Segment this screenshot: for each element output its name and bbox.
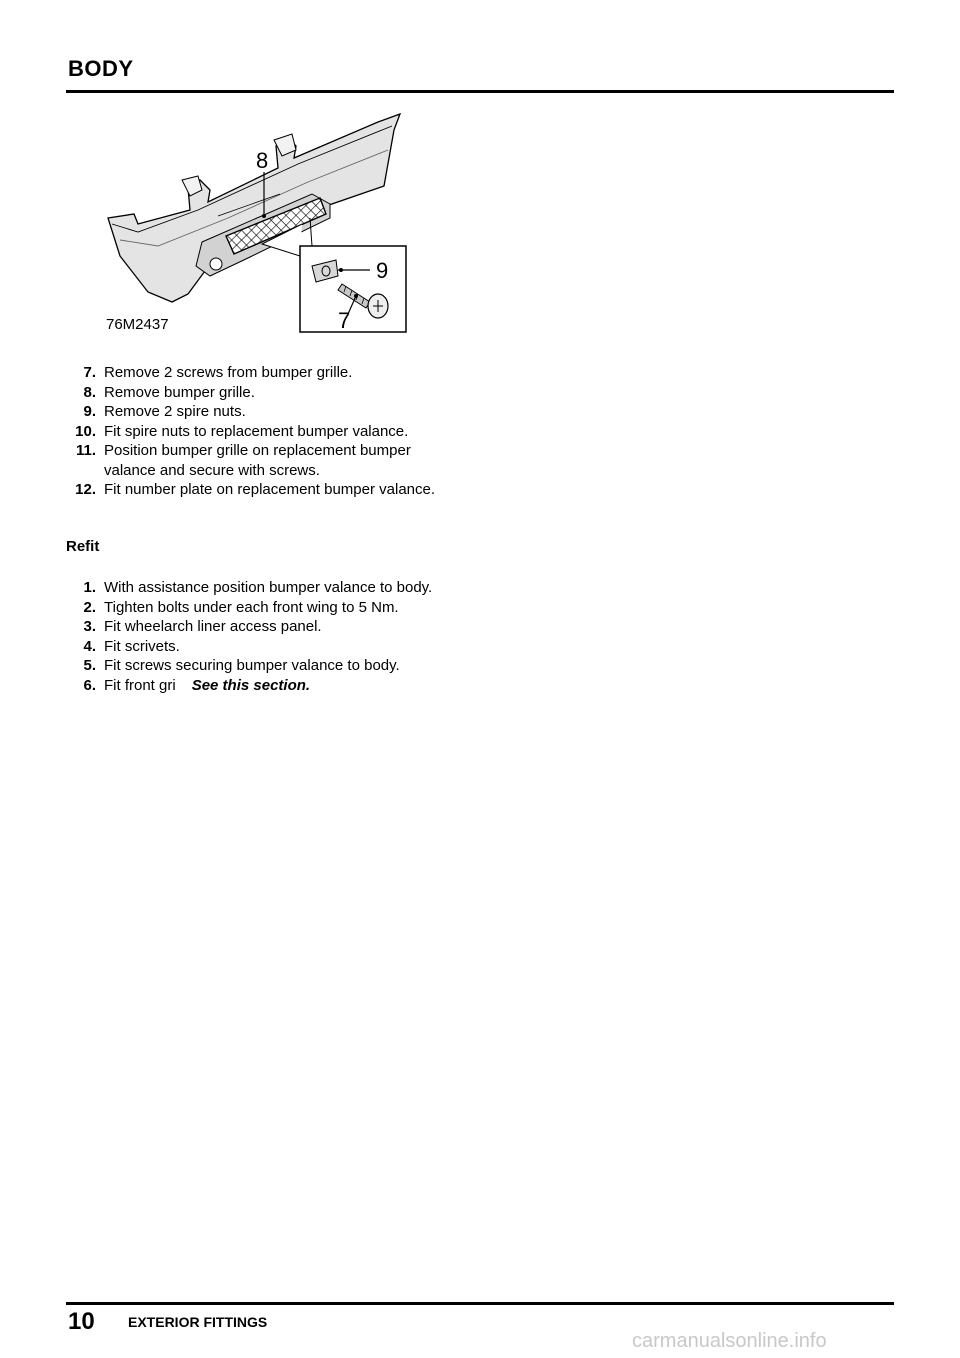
list-item xyxy=(64,578,444,598)
callout-9-label: 9 xyxy=(376,258,389,283)
page-number: 10 xyxy=(68,1308,95,1335)
step-number: 8. xyxy=(83,383,96,401)
step-number: 2. xyxy=(83,598,96,616)
list-item xyxy=(64,422,444,442)
step-text: Fit wheelarch liner access panel. xyxy=(104,618,322,635)
step-number: 1. xyxy=(83,579,96,596)
step-number: 3. xyxy=(83,618,96,635)
step-text: Fit screws securing bumper valance to body. xyxy=(104,657,400,674)
step-text: Fit number plate on replacement bumper valance. xyxy=(104,481,436,498)
step-text: Fit spire nuts to replacement bumper valance. xyxy=(104,422,409,440)
step-text xyxy=(96,676,444,696)
step-number: 7. xyxy=(83,364,96,381)
step-number: 11. xyxy=(75,442,96,459)
list-item xyxy=(64,637,444,657)
step-number: 10. xyxy=(75,422,96,440)
header-rule xyxy=(66,90,894,93)
list-item xyxy=(64,441,444,480)
removal-steps xyxy=(64,363,444,500)
list-item xyxy=(64,383,444,403)
bumper-grille-illustration xyxy=(98,106,418,342)
list-item xyxy=(64,676,444,696)
list-item xyxy=(64,598,444,618)
step-text: With assistance position bumper valance to body. xyxy=(104,579,433,596)
footer-section-title: EXTERIOR FITTINGS xyxy=(128,1314,268,1330)
step-text: Fit scrivets. xyxy=(104,637,180,655)
list-item xyxy=(64,402,444,422)
step-text: Tighten bolts under each front wing to 5 Nm. xyxy=(104,598,399,616)
step-text-body: Fit front gri xyxy=(104,676,176,694)
list-item xyxy=(64,363,444,383)
step-number: 4. xyxy=(83,637,96,655)
footer-rule xyxy=(66,1302,894,1305)
step-number: 12. xyxy=(75,481,96,498)
list-item xyxy=(64,656,444,676)
list-item xyxy=(64,617,444,637)
callout-8-label: 8 xyxy=(256,148,269,173)
refit-heading: Refit xyxy=(66,538,100,555)
list-item xyxy=(64,480,444,500)
callout-7-label: 7 xyxy=(338,308,351,333)
step-number: 5. xyxy=(83,657,96,674)
watermark: carmanualsonline.info xyxy=(632,1330,827,1352)
step-text: Remove bumper grille. xyxy=(104,383,255,401)
step-text: Position bumper grille on replacement bumper valance and secure with screws. xyxy=(104,442,411,479)
refit-steps xyxy=(64,578,444,695)
page-header-title: BODY xyxy=(68,56,134,81)
figure-reference: 76M2437 xyxy=(106,316,169,333)
step-text: Remove 2 spire nuts. xyxy=(104,403,246,420)
cross-reference-link[interactable]: See this section. xyxy=(191,676,311,694)
step-number: 6. xyxy=(83,676,96,694)
step-text: Remove 2 screws from bumper grille. xyxy=(104,364,353,381)
step-number: 9. xyxy=(83,403,96,420)
